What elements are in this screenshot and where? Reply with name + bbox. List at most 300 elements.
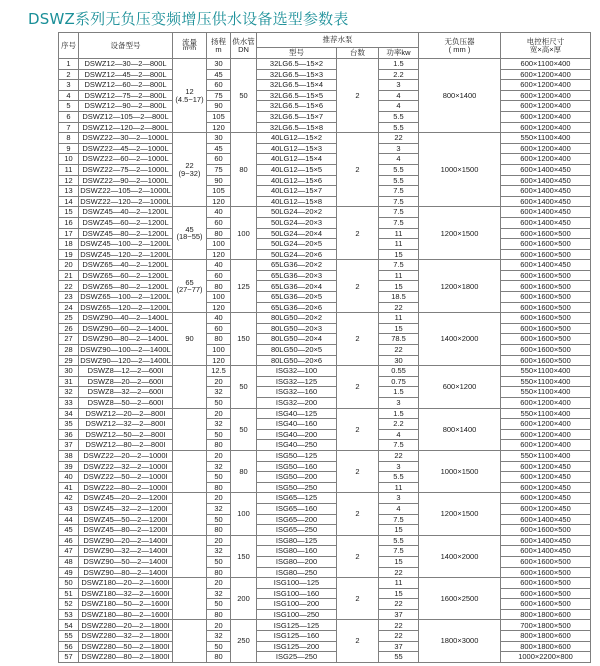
model-cell: DSWZ45—80—2—1200I — [79, 525, 173, 536]
model-cell: DSWZ45—32—2—1200I — [79, 503, 173, 514]
head-cell: 80 — [207, 228, 231, 239]
model-cell: DSWZ280—50—2—1800I — [79, 641, 173, 652]
table-row — [59, 111, 591, 122]
pump-count-cell: 2 — [337, 578, 379, 620]
header-head: 扬程 m — [207, 33, 231, 59]
tank-size-cell: 1400×2000 — [419, 535, 501, 577]
pump-model-cell: 65LG36—20×3 — [257, 270, 337, 281]
model-cell: DSWZ45—120—2—1200L — [80, 249, 171, 259]
head-cell: 60 — [207, 270, 231, 281]
header-pump-power: 功率kw — [379, 48, 419, 59]
head-cell: 50 — [207, 514, 231, 525]
table-row — [59, 503, 591, 514]
table-row — [59, 493, 591, 504]
cabinet-size-cell: 600×1400×450 — [501, 514, 591, 525]
model-cell: DSWZ45—20—2—1200I — [79, 493, 173, 504]
table-row — [59, 408, 591, 419]
flow-cell — [173, 59, 207, 133]
pump-count-cell: 2 — [337, 493, 379, 535]
table-row — [59, 482, 591, 493]
pump-model-cell: ISG50—200 — [257, 472, 337, 483]
model-cell: DSWZ65—60—2—1200L — [79, 270, 173, 281]
head-cell: 80 — [207, 334, 231, 345]
row-number: 20 — [59, 260, 79, 271]
head-cell: 32 — [207, 419, 231, 430]
pump-power-cell: 7.5 — [379, 186, 419, 197]
table-row — [59, 334, 591, 345]
row-number: 21 — [59, 270, 79, 281]
table-row — [59, 164, 591, 175]
pump-model-cell: ISG40—160 — [257, 419, 337, 430]
table-row — [59, 387, 591, 398]
model-cell: DSWZ12—30—2—800L — [79, 59, 173, 70]
cabinet-size-cell: 800×1800×600 — [501, 609, 591, 620]
model-cell: DSWZ45—60—2—1200L — [79, 217, 173, 228]
cabinet-size-cell: 600×1600×500 — [501, 302, 591, 313]
pipe-dn-cell: 100 — [231, 207, 257, 260]
cabinet-size-cell: 600×1200×400 — [501, 101, 591, 112]
flow-cell — [173, 313, 207, 366]
row-number: 44 — [59, 514, 79, 525]
header-model: 设备型号 — [79, 33, 173, 59]
table-row — [59, 588, 591, 599]
tank-size-cell: 800×1400 — [419, 59, 501, 133]
table-row — [59, 599, 591, 610]
cabinet-size-cell: 600×1400×450 — [501, 260, 591, 271]
pump-power-cell: 3 — [379, 80, 419, 91]
head-cell: 80 — [207, 525, 231, 536]
model-cell: DSWZ12—80—2—800I — [79, 440, 173, 451]
pump-power-cell: 11 — [379, 228, 419, 239]
pump-model-cell: 40LG12—15×7 — [257, 186, 337, 197]
pump-model-cell: ISG100—200 — [257, 599, 337, 610]
row-number: 13 — [59, 186, 79, 197]
pump-model-cell: ISG125—125 — [257, 620, 337, 631]
pump-model-cell: 32LG6.5—15×6 — [257, 101, 337, 112]
header-pipe: 供水管 DN — [231, 33, 257, 59]
pump-model-cell: ISG32—160 — [257, 387, 337, 398]
pump-power-cell: 1.5 — [379, 387, 419, 398]
pump-power-cell: 3 — [379, 143, 419, 154]
model-cell: DSWZ90—120—2—1400L — [80, 355, 171, 365]
row-number: 41 — [59, 482, 79, 493]
pump-power-cell: 1.5 — [379, 59, 419, 70]
head-cell: 80 — [207, 609, 231, 620]
pump-power-cell: 37 — [379, 609, 419, 620]
cabinet-size-cell: 700×1800×500 — [501, 620, 591, 631]
pump-power-cell: 5.5 — [379, 122, 419, 133]
table-row — [59, 567, 591, 578]
row-number: 5 — [59, 101, 79, 112]
pump-model-cell: ISG65—160 — [257, 503, 337, 514]
table-row — [59, 302, 591, 313]
model-cell: DSWZ22—45—2—1000L — [79, 143, 173, 154]
model-cell: DSWZ12—60—2—800L — [79, 80, 173, 91]
pump-power-cell: 3 — [379, 493, 419, 504]
tank-size-cell: 600×1200 — [419, 366, 501, 408]
pump-power-cell: 5.5 — [379, 164, 419, 175]
model-cell: DSWZ90—60—2—1400L — [79, 323, 173, 334]
row-number: 45 — [59, 525, 79, 536]
model-cell: DSWZ8—50—2—600I — [79, 398, 173, 409]
pump-power-cell: 4 — [379, 90, 419, 101]
table-row — [59, 122, 591, 133]
pump-power-cell: 3 — [379, 461, 419, 472]
flow-range: (9~32) — [178, 168, 201, 178]
model-cell: DSWZ12—75—2—800L — [79, 90, 173, 101]
pump-power-cell: 11 — [379, 270, 419, 281]
tank-size-cell: 1200×1500 — [419, 493, 501, 535]
table-row — [59, 239, 591, 250]
pump-power-cell: 11 — [379, 239, 419, 250]
pump-model-cell: ISG40—250 — [257, 440, 337, 451]
model-cell: DSWZ22—120—2—1000L — [80, 196, 171, 206]
head-cell: 100 — [207, 239, 231, 250]
cabinet-size-cell: 600×1600×500 — [501, 228, 591, 239]
model-cell: DSWZ180—32—2—1600I — [79, 588, 173, 599]
flow-cell — [173, 450, 207, 492]
head-cell: 60 — [207, 154, 231, 165]
head-cell: 40 — [207, 260, 231, 271]
table-row — [59, 556, 591, 567]
table-row — [59, 525, 591, 536]
cabinet-size-cell: 600×1200×450 — [501, 482, 591, 493]
model-cell: DSWZ180—50—2—1600I — [79, 599, 173, 610]
row-number: 25 — [59, 313, 79, 324]
model-cell: DSWZ22—90—2—1000L — [79, 175, 173, 186]
pump-model-cell: 40LG12—15×5 — [257, 164, 337, 175]
table-row — [59, 631, 591, 642]
head-cell: 120 — [207, 196, 231, 207]
pump-count-cell: 2 — [337, 366, 379, 408]
row-number: 42 — [59, 493, 79, 504]
pump-model-cell: ISG50—160 — [257, 461, 337, 472]
table-row — [59, 196, 591, 207]
flow-cell — [173, 493, 207, 535]
pump-model-cell: ISG40—125 — [257, 408, 337, 419]
table-row — [59, 419, 591, 430]
pump-power-cell: 5.5 — [379, 111, 419, 122]
pump-power-cell: 0.55 — [379, 366, 419, 377]
flow-cell — [173, 620, 207, 662]
pump-power-cell: 5.5 — [379, 175, 419, 186]
cabinet-size-cell: 600×1400×450 — [501, 207, 591, 218]
model-cell: DSWZ8—12—2—600I — [79, 366, 173, 377]
pump-model-cell: ISG80—200 — [257, 556, 337, 567]
flow-range: (4.5~17) — [175, 94, 204, 104]
pump-model-cell: 80LG50—20×4 — [257, 334, 337, 345]
model-cell: DSWZ22—30—2—1000L — [79, 133, 173, 144]
head-cell: 60 — [207, 80, 231, 91]
model-cell: DSWZ45—50—2—1200I — [79, 514, 173, 525]
head-cell: 20 — [207, 620, 231, 631]
model-cell: DSWZ12—32—2—800I — [79, 419, 173, 430]
head-cell: 32 — [207, 461, 231, 472]
pump-power-cell: 5.5 — [379, 535, 419, 546]
pump-model-cell: ISG125—160 — [257, 631, 337, 642]
cabinet-size-cell: 600×1200×450 — [501, 503, 591, 514]
pump-count-cell: 2 — [337, 450, 379, 492]
table-row — [59, 186, 591, 197]
row-number: 49 — [59, 567, 79, 578]
pump-model-cell: 40LG12—15×3 — [257, 143, 337, 154]
pump-power-cell: 2.2 — [379, 419, 419, 430]
flow-value: 65 — [185, 277, 194, 287]
cabinet-size-cell: 600×1400×450 — [501, 196, 591, 207]
pump-power-cell: 5.5 — [379, 472, 419, 483]
pump-model-cell: 50LG24—20×5 — [257, 239, 337, 250]
row-number: 40 — [59, 472, 79, 483]
pump-power-cell: 7.5 — [379, 260, 419, 271]
head-cell: 20 — [207, 493, 231, 504]
pump-power-cell: 3 — [379, 398, 419, 409]
pump-model-cell: ISG125—200 — [257, 641, 337, 652]
pump-power-cell: 7.5 — [379, 217, 419, 228]
row-number: 34 — [59, 408, 79, 419]
pump-model-cell: ISG100—250 — [257, 609, 337, 620]
table-row — [59, 652, 591, 663]
pump-power-cell: 37 — [379, 641, 419, 652]
row-number: 43 — [59, 503, 79, 514]
model-cell: DSWZ90—50—2—1400I — [79, 556, 173, 567]
head-cell: 90 — [207, 175, 231, 186]
model-cell: DSWZ180—20—2—1600I — [79, 578, 173, 589]
pump-model-cell: 80LG50—20×2 — [257, 313, 337, 324]
cabinet-size-cell: 600×1600×500 — [501, 578, 591, 589]
model-cell: DSWZ90—32—2—1400I — [79, 546, 173, 557]
model-cell: DSWZ90—80—2—1400L — [79, 334, 173, 345]
pump-model-cell: 50LG24—20×6 — [257, 249, 337, 260]
pump-model-cell: 32LG6.5—15×7 — [257, 111, 337, 122]
cabinet-size-cell: 600×1400×450 — [501, 535, 591, 546]
pump-power-cell: 0.75 — [379, 376, 419, 387]
cabinet-size-cell: 600×1400×450 — [501, 164, 591, 175]
tank-size-cell: 1000×1500 — [419, 133, 501, 207]
model-cell: DSWZ12—45—2—800L — [79, 69, 173, 80]
head-cell: 75 — [207, 90, 231, 101]
cabinet-size-cell: 600×1100×400 — [501, 59, 591, 70]
pump-model-cell: 50LG24—20×3 — [257, 217, 337, 228]
row-number: 8 — [59, 133, 79, 144]
head-cell: 45 — [207, 69, 231, 80]
model-cell: DSWZ8—32—2—600I — [79, 387, 173, 398]
row-number: 1 — [59, 59, 79, 70]
pump-power-cell: 78.5 — [379, 334, 419, 345]
head-cell: 100 — [207, 345, 231, 356]
header-cabinet: 电控柜尺寸 宽×高×厚 — [501, 33, 591, 59]
model-cell: DSWZ12—20—2—800I — [79, 408, 173, 419]
cabinet-size-cell: 550×1100×400 — [501, 450, 591, 461]
head-cell: 120 — [207, 355, 231, 366]
model-cell: DSWZ180—80—2—1600I — [79, 609, 173, 620]
cabinet-size-cell: 600×1600×500 — [501, 323, 591, 334]
pump-model-cell: 80LG50—20×5 — [257, 345, 337, 356]
cabinet-size-cell: 600×1200×400 — [501, 122, 591, 133]
head-cell: 50 — [207, 472, 231, 483]
table-row — [59, 80, 591, 91]
pump-power-cell: 15 — [379, 281, 419, 292]
head-cell: 32 — [207, 546, 231, 557]
tank-size-cell: 1800×3000 — [419, 620, 501, 662]
head-cell: 50 — [207, 556, 231, 567]
head-cell: 50 — [207, 641, 231, 652]
row-number: 2 — [59, 69, 79, 80]
pump-model-cell: 65LG36—20×5 — [257, 292, 337, 303]
head-cell: 32 — [207, 588, 231, 599]
head-cell: 60 — [207, 217, 231, 228]
head-cell: 20 — [207, 450, 231, 461]
table-row — [59, 620, 591, 631]
flow-cell — [173, 366, 207, 408]
cabinet-size-cell: 600×1600×500 — [501, 567, 591, 578]
table-row — [59, 450, 591, 461]
pipe-dn-cell: 125 — [231, 260, 257, 313]
table-row — [59, 292, 591, 303]
model-cell: DSWZ45—80—2—1200L — [79, 228, 173, 239]
pump-model-cell: 32LG6.5—15×8 — [257, 122, 337, 133]
header-no: 序号 — [59, 33, 79, 59]
pump-count-cell: 2 — [337, 207, 379, 260]
pump-count-cell: 2 — [337, 59, 379, 133]
pipe-dn-cell: 50 — [231, 408, 257, 450]
pump-model-cell: ISG65—125 — [257, 493, 337, 504]
header-tank: 无负压器 ( mm ) — [419, 33, 501, 59]
pump-power-cell: 22 — [379, 133, 419, 144]
table-row — [59, 217, 591, 228]
cabinet-size-cell: 600×1200×450 — [501, 493, 591, 504]
model-cell: DSWZ65—80—2—1200L — [79, 281, 173, 292]
model-cell: DSWZ280—80—2—1800I — [79, 652, 173, 663]
cabinet-size-cell: 600×1400×450 — [501, 217, 591, 228]
pump-model-cell: ISG65—200 — [257, 514, 337, 525]
model-cell: DSWZ280—20—2—1800I — [79, 620, 173, 631]
cabinet-size-cell: 600×1200×400 — [501, 398, 591, 409]
table-row — [59, 281, 591, 292]
head-cell: 32 — [207, 503, 231, 514]
model-cell: DSWZ90—80—2—1400I — [79, 567, 173, 578]
table-row — [59, 249, 591, 260]
head-cell: 90 — [207, 101, 231, 112]
cabinet-size-cell: 550×1100×400 — [501, 387, 591, 398]
pump-count-cell: 2 — [337, 535, 379, 577]
cabinet-size-cell: 600×1200×400 — [501, 154, 591, 165]
head-cell: 120 — [207, 122, 231, 133]
cabinet-size-cell: 600×1200×450 — [501, 472, 591, 483]
head-cell: 50 — [207, 429, 231, 440]
pipe-dn-cell: 80 — [231, 133, 257, 207]
row-number: 32 — [59, 387, 79, 398]
row-number: 38 — [59, 450, 79, 461]
row-number: 52 — [59, 599, 79, 610]
pump-power-cell: 11 — [379, 578, 419, 589]
pump-model-cell: ISG80—125 — [257, 535, 337, 546]
table-row — [59, 429, 591, 440]
pipe-dn-cell: 250 — [231, 620, 257, 662]
head-cell: 80 — [207, 567, 231, 578]
row-number: 17 — [59, 228, 79, 239]
row-number: 15 — [59, 207, 79, 218]
row-number: 46 — [59, 535, 79, 546]
cabinet-size-cell: 600×1600×500 — [501, 599, 591, 610]
head-cell: 20 — [207, 535, 231, 546]
table-row — [59, 69, 591, 80]
row-number: 56 — [59, 641, 79, 652]
table-row — [59, 207, 591, 218]
pump-model-cell: 40LG12—15×4 — [257, 154, 337, 165]
pump-model-cell: ISG50—125 — [257, 450, 337, 461]
row-number: 57 — [59, 652, 79, 663]
table-row — [59, 154, 591, 165]
model-cell: DSWZ280—32—2—1800I — [79, 631, 173, 642]
pump-model-cell: 65LG36—20×2 — [257, 260, 337, 271]
pump-power-cell: 22 — [379, 450, 419, 461]
table-row — [59, 260, 591, 271]
header-pump-model: 型号 — [257, 48, 337, 59]
cabinet-size-cell: 600×1200×400 — [501, 80, 591, 91]
cabinet-size-cell: 600×1200×400 — [501, 69, 591, 80]
table-row — [59, 101, 591, 112]
pump-power-cell: 22 — [379, 620, 419, 631]
model-cell: DSWZ22—60—2—1000L — [79, 154, 173, 165]
pump-power-cell: 11 — [379, 482, 419, 493]
row-number: 35 — [59, 419, 79, 430]
pump-count-cell: 2 — [337, 133, 379, 207]
cabinet-size-cell: 600×1400×450 — [501, 546, 591, 557]
pump-model-cell: ISG32—125 — [257, 376, 337, 387]
model-cell: DSWZ65—100—2—1200L — [80, 292, 171, 302]
head-cell: 120 — [207, 249, 231, 260]
model-cell: DSWZ45—100—2—1200L — [80, 239, 171, 249]
pipe-dn-cell: 150 — [231, 313, 257, 366]
table-row — [59, 514, 591, 525]
head-cell: 80 — [207, 281, 231, 292]
table-row — [59, 546, 591, 557]
head-cell: 100 — [207, 292, 231, 303]
model-cell: DSWZ22—75—2—1000L — [79, 164, 173, 175]
model-cell: DSWZ65—40—2—1200L — [79, 260, 173, 271]
row-number: 19 — [59, 249, 79, 260]
cabinet-size-cell: 600×1600×500 — [501, 313, 591, 324]
pump-power-cell: 18.5 — [379, 292, 419, 303]
model-cell: DSWZ12—50—2—800I — [79, 429, 173, 440]
row-number: 47 — [59, 546, 79, 557]
pump-count-cell: 2 — [337, 313, 379, 366]
table-row — [59, 175, 591, 186]
tank-size-cell: 1600×2500 — [419, 578, 501, 620]
head-cell: 32 — [207, 387, 231, 398]
head-cell: 80 — [207, 652, 231, 663]
row-number: 36 — [59, 429, 79, 440]
model-cell: DSWZ65—120—2—1200L — [80, 302, 171, 312]
table-row — [59, 535, 591, 546]
pump-power-cell: 2.2 — [379, 69, 419, 80]
flow-value: 45 — [185, 224, 194, 234]
cabinet-size-cell: 550×1100×400 — [501, 366, 591, 377]
pump-model-cell: 50LG24—20×2 — [257, 207, 337, 218]
pipe-dn-cell: 50 — [231, 366, 257, 408]
flow-value: 90 — [185, 334, 194, 344]
head-cell: 75 — [207, 164, 231, 175]
flow-value: 22 — [185, 161, 194, 171]
row-number: 4 — [59, 90, 79, 101]
cabinet-size-cell: 600×1200×400 — [501, 143, 591, 154]
cabinet-size-cell: 600×1600×500 — [501, 334, 591, 345]
row-number: 29 — [59, 355, 79, 366]
pump-model-cell: 32LG6.5—15×2 — [257, 59, 337, 70]
cabinet-size-cell: 600×1600×500 — [501, 270, 591, 281]
flow-range: (27~77) — [176, 285, 203, 295]
pump-model-cell: 32LG6.5—15×4 — [257, 80, 337, 91]
